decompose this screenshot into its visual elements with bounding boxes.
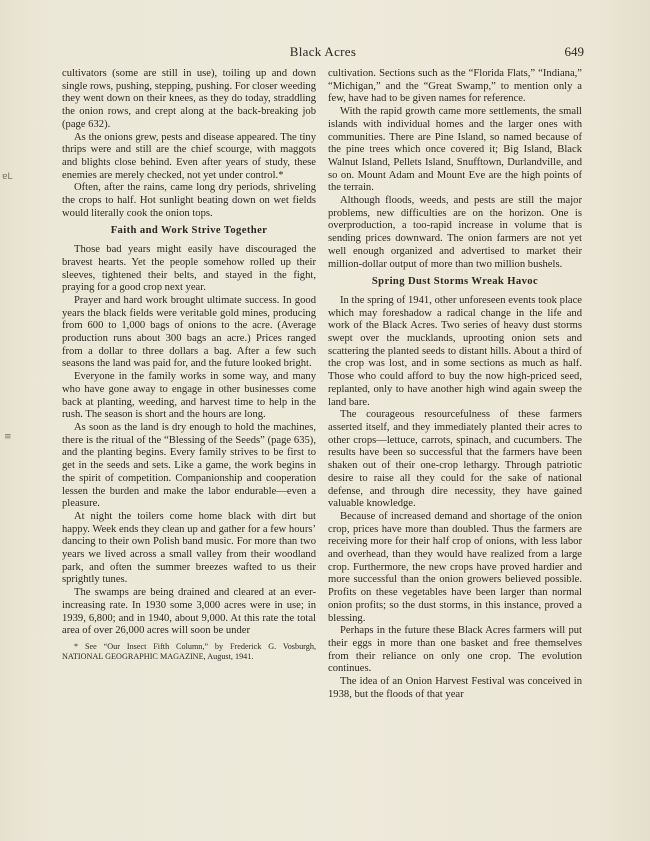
page-number: 649 xyxy=(564,44,584,59)
paragraph: The swamps are being drained and cleared at an ever-increasing rate. In 1930 some 3,000 acres were in use; in 1939, 6,800; and in 1940, about 9,000. At this rate the total area of over 26,000 acres will soon be under xyxy=(62,587,316,637)
paragraph: With the rapid growth came more settlements, the small islands with individual homes and the larger ones with communities. There are Pine Island, so named because of the pine trees which once covered it; Big Island, Black Walnut Island, Pellets Island, Snufftown, Durlandville, and so on. Mount Adam and Mount Eve are the high points of the terrain. xyxy=(328,106,582,194)
paragraph: cultivators (some are still in use), toiling up and down single rows, pushing, stepping, pushing. For closer weeding they went down on their knees, as they do today, straddling the onion rows, and crept along at the back-breaking job (page 632). xyxy=(62,68,316,130)
section-heading: Spring Dust Storms Wreak Havoc xyxy=(371,276,539,288)
paragraph: Prayer and hard work brought ultimate success. In good years the black fields were veritable gold mines, producing from 600 to 1,000 bags of onions to the acre. (Average production runs about 300 bags an acre.) Prices ranged from a dollar to three dollars a bag. After a few such seasons the land was paid for, and the future looked bright. xyxy=(62,294,316,370)
margin-mark: ɐL xyxy=(2,172,13,182)
paragraph: Perhaps in the future these Black Acres farmers will put their eggs in more than one basket and free themselves from their reliance on only one crop. The evolution continues. xyxy=(328,625,582,675)
left-column xyxy=(62,68,316,662)
paragraph: cultivation. Sections such as the “Florida Flats,” “Indiana,” “Michigan,” and the “Great Swamp,” to mention only a few, have had to be given names for reference. xyxy=(328,68,582,105)
paragraph: The idea of an Onion Harvest Festival was conceived in 1938, but the floods of that year xyxy=(328,676,582,700)
section-heading: Faith and Work Strive Together xyxy=(110,225,268,237)
page-title: Black Acres xyxy=(289,44,357,59)
paragraph: As the onions grew, pests and disease appeared. The tiny thrips were and still are the chief scourge, with maggots and blights close behind. Even after years of study, these enemies are merely checked, not yet under control.* xyxy=(62,131,316,181)
paragraph: Because of increased demand and shortage of the onion crop, prices have more than doubled. Thus the farmers are receiving more for their half crop of onions, with less labor and overhead, than they would have realized from a large crop. Furthermore, the new crops have proved hardier and more successful than the onion growers believed possible. Profits on these vegetables have been larger than normal onion profits; so the dust storms, in this instance, proved a blessing. xyxy=(328,510,582,624)
paragraph: At night the toilers come home black with dirt but happy. Week ends they clean up and gather for a few hours’ dancing to their own Polish band music. For more than two years we lived across a small valley from their woodland park, and often the summer breezes wafted to us their sprightly tunes. xyxy=(62,510,316,586)
paragraph: As soon as the land is dry enough to hold the machines, there is the ritual of the “Blessing of the Seeds” (page 635), and the planting begins. Every family strives to be first to get in the seeds and sets. Like a game, the work begins in the spirit of competition. Companionship and cooperation lessen the burden and make the labor endurable—even a pleasure. xyxy=(62,421,316,510)
paragraph: Often, after the rains, came long dry periods, shriveling the crops to half. Hot sunlight beating down on wet fields would literally cook the onion tops. xyxy=(62,182,316,219)
paragraph: Everyone in the family works in some way, and many who have gone away to engage in other businesses come back at planting, weeding, and harvest time to help in the rush. The season is short and the hours are long. xyxy=(62,371,316,421)
paragraph: Although floods, weeds, and pests are still the major problems, new difficulties are on the horizon. One is overproduction, a too-rapid increase in volume that is sending prices downward. The onion farmers are not yet well enough organized and advertised to market their million-dollar output of more than two million bushels. xyxy=(328,195,582,270)
paragraph: Those bad years might easily have discouraged the bravest hearts. Yet the people somehow rolled up their sleeves, tightened their belts, and stayed in the fight, praying for a good crop next year. xyxy=(62,244,316,294)
paragraph: The courageous resourcefulness of these farmers asserted itself, and they immediately planted their acres to other crops—lettuce, carrots, spinach, and cucumbers. The results have been so successful that the farmers have been shaken out of their one-crop lethargy. Through patriotic desire to raise all they could for the sake of national defense, and through dire necessity, they have gained valuable knowledge. xyxy=(328,409,582,510)
paragraph: In the spring of 1941, other unforeseen events took place which may foreshadow a radical change in the life and work of the Black Acres. Two series of heavy dust storms swept over the mucklands, uprooting onion sets and scattering the planted seeds to distant hills. About a third of the crop was lost, and in some sections as much as half. Those who could afford to buy the now high-priced seed, replanted, only to have another high wind again sweep the land bare. xyxy=(328,294,582,408)
margin-mark: ≡ xyxy=(4,432,11,442)
running-head xyxy=(62,44,584,60)
right-column xyxy=(328,68,582,701)
footnote: * See “Our Insect Fifth Column,” by Frederick G. Vosburgh, NATIONAL GEOGRAPHIC MAGAZINE, August, 1941. xyxy=(62,641,316,661)
